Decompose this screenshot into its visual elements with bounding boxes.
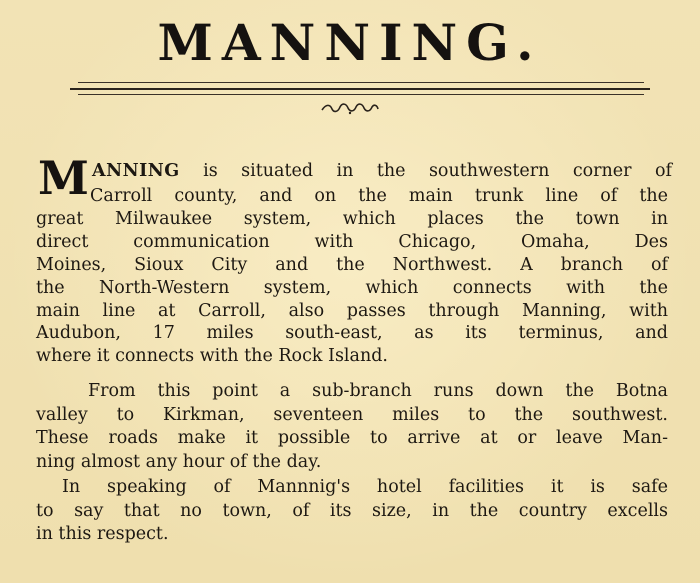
text-line: main line at Carroll, also passes through Manning, with bbox=[36, 300, 668, 321]
text-line: in this respect. bbox=[36, 524, 169, 544]
text-line: great Milwaukee system, which places the town in bbox=[36, 208, 668, 229]
text-line: Moines, Sioux City and the Northwest. A branch of bbox=[36, 254, 668, 275]
paragraph-1 bbox=[36, 185, 668, 368]
text-line: From this point a sub-branch runs down the Botna bbox=[88, 381, 668, 401]
title-rule-top bbox=[78, 82, 644, 83]
paragraph-3 bbox=[36, 476, 668, 547]
paragraph-2 bbox=[36, 380, 668, 474]
text-line: ning almost any hour of the day. bbox=[36, 451, 322, 472]
paragraph-1-first-line bbox=[92, 160, 672, 182]
drop-cap: M bbox=[38, 151, 89, 205]
text-line: These roads make it possible to arrive at or leave Man- bbox=[36, 428, 668, 448]
title-rule-bottom bbox=[78, 94, 644, 95]
title-rule-middle bbox=[70, 88, 650, 90]
text-line: to say that no town, of its size, in the country excells bbox=[36, 500, 668, 521]
lead-line-text: is situated in the southwestern corner of bbox=[203, 161, 672, 181]
text-line: the North-Western system, which connects with the bbox=[36, 277, 668, 298]
text-line: In speaking of Mannnig's hotel facilities it is safe bbox=[62, 477, 668, 497]
text-line: Audubon, 17 miles south-east, as its terminus, and bbox=[36, 323, 668, 344]
text-line: valley to Kirkman, seventeen miles to the southwest. bbox=[36, 404, 668, 425]
text-line: where it connects with the Rock Island. bbox=[36, 346, 388, 367]
lead-caps-word: ANNING bbox=[92, 161, 180, 181]
text-line: Carroll county, and on the main trunk line of the bbox=[90, 186, 668, 206]
page-title: MANNING. bbox=[157, 13, 543, 72]
ornament-flourish-icon bbox=[320, 101, 380, 115]
text-line: direct communication with Chicago, Omaha, Des bbox=[36, 231, 668, 252]
